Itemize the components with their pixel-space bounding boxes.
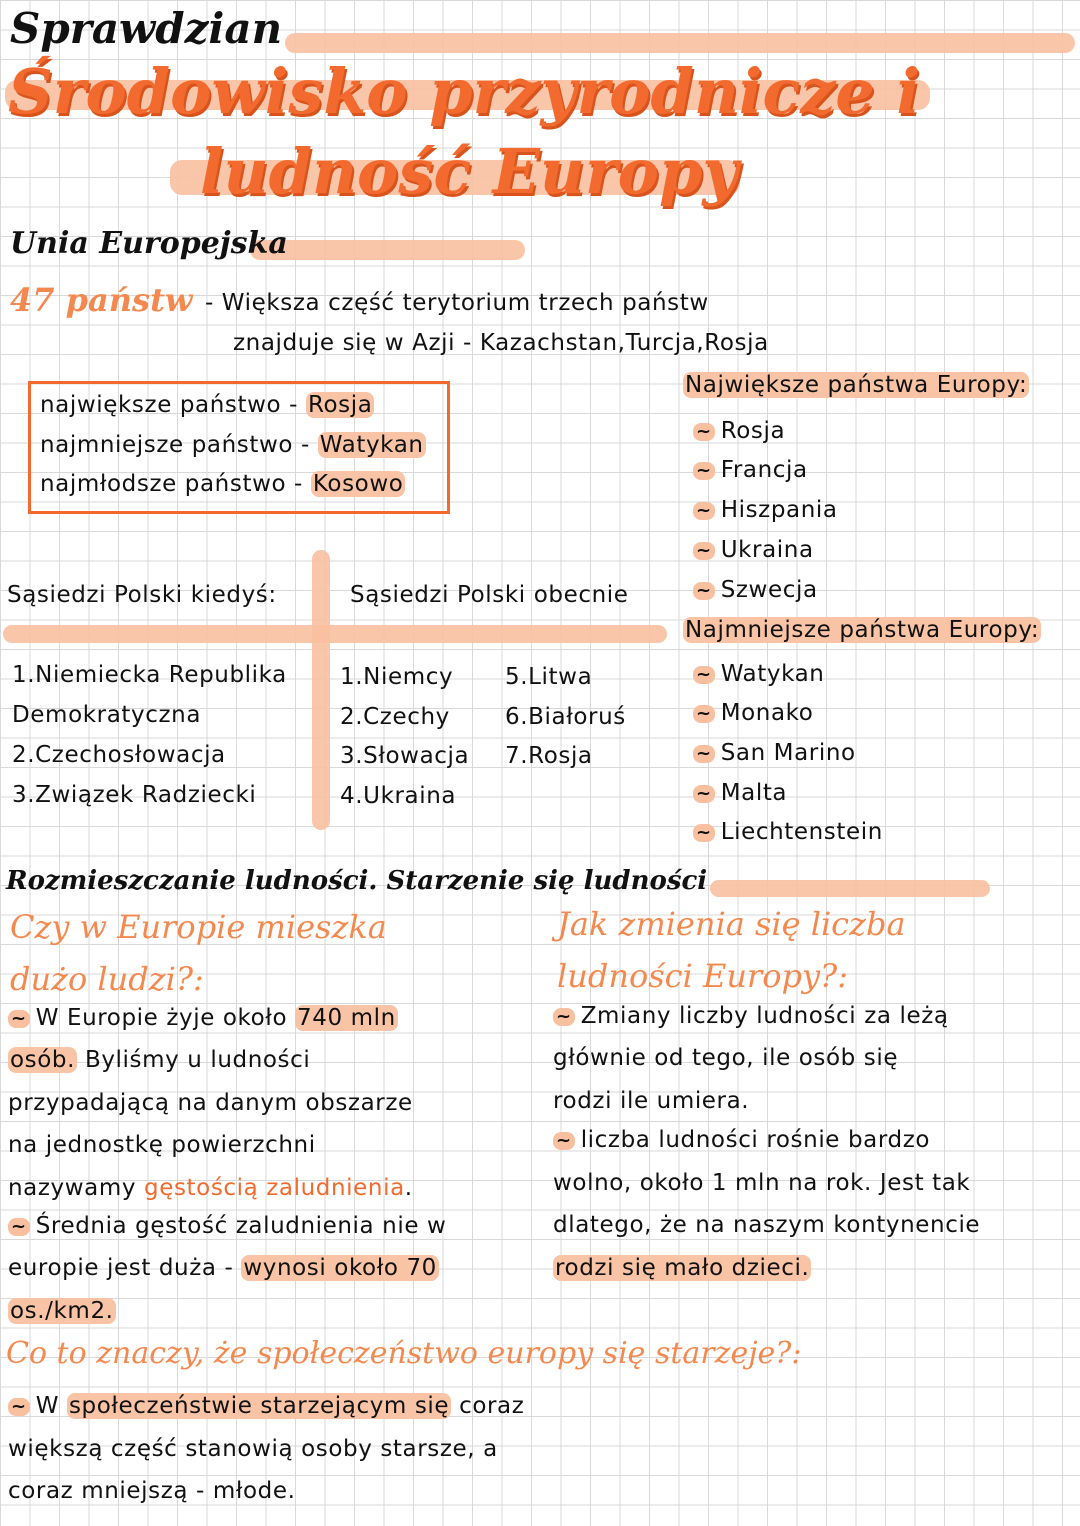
- text-line: osób. Byliśmy u ludności: [10, 1047, 311, 1073]
- text-line: ~ W społeczeństwie starzejącym się coraz: [8, 1393, 524, 1419]
- question-heading: dużo ludzi?:: [10, 960, 204, 998]
- list-item: ~ San Marino: [693, 740, 856, 766]
- largest-heading: Największe państwa Europy:: [685, 372, 1028, 398]
- list-item: 4.Ukraina: [340, 783, 457, 809]
- list-item: 6.Białoruś: [505, 704, 626, 730]
- section-heading-population: Rozmieszczanie ludności. Starzenie się ludności: [6, 866, 708, 896]
- text-line: rodzi się mało dzieci.: [555, 1255, 810, 1281]
- highlight-bar: [3, 625, 667, 643]
- text-line: na jednostkę powierzchni: [8, 1132, 316, 1158]
- text-line: głównie od tego, ile osób się: [553, 1045, 899, 1071]
- question-heading: Co to znaczy, że społeczeństwo europy się starzeje?:: [6, 1336, 802, 1371]
- text-line: rodzi ile umiera.: [553, 1088, 750, 1114]
- fact-row: najmniejsze państwo - Watykan: [40, 432, 424, 458]
- highlight-bar: [250, 240, 525, 260]
- text-line: ~ W Europie żyje około 740 mln: [8, 1005, 398, 1031]
- text-line: wolno, około 1 mln na rok. Jest tak: [553, 1170, 971, 1196]
- highlight-bar: [710, 880, 990, 897]
- list-item: ~ Liechtenstein: [693, 819, 883, 845]
- list-item: ~ Ukraina: [693, 537, 814, 563]
- list-item: ~ Malta: [693, 780, 787, 806]
- list-item: 3.Słowacja: [340, 743, 470, 769]
- text-line: nazywamy gęstością zaludnienia.: [8, 1175, 413, 1201]
- text-line: europie jest duża - wynosi około 70: [8, 1255, 437, 1281]
- list-item: ~ Hiszpania: [693, 497, 838, 523]
- list-item: 2.Czechy: [340, 704, 450, 730]
- fact-row: najmłodsze państwo - Kosowo: [40, 471, 404, 497]
- list-item: ~ Watykan: [693, 661, 824, 687]
- eu-note: znajduje się w Azji - Kazachstan,Turcja,Rosja: [233, 330, 769, 356]
- question-heading: Jak zmienia się liczba: [557, 905, 906, 943]
- list-item: 1.Niemiecka Republika: [12, 662, 287, 688]
- question-heading: ludności Europy?:: [557, 957, 848, 995]
- eu-count: 47 państw: [10, 281, 193, 319]
- text-line: ~ liczba ludności rośnie bardzo: [553, 1127, 930, 1153]
- list-item: 1.Niemcy: [340, 664, 454, 690]
- list-item: 2.Czechosłowacja: [12, 742, 226, 768]
- eu-note: - Większa część terytorium trzech państw: [205, 290, 709, 316]
- neighbors-past-heading: Sąsiedzi Polski kiedyś:: [7, 582, 277, 608]
- question-heading: Czy w Europie mieszka: [10, 908, 387, 946]
- text-line: ~ Zmiany liczby ludności za leżą: [553, 1003, 949, 1029]
- highlight-bar: [312, 550, 330, 830]
- text-line: przypadającą na danym obszarze: [8, 1090, 413, 1116]
- list-item: 5.Litwa: [505, 664, 593, 690]
- neighbors-present-heading: Sąsiedzi Polski obecnie: [350, 582, 629, 608]
- label-sprawdzian: Sprawdzian: [10, 4, 283, 53]
- section-heading-eu: Unia Europejska: [10, 226, 288, 261]
- page-title-line2: ludność Europy: [200, 135, 739, 208]
- list-item: ~ Szwecja: [693, 577, 818, 603]
- list-item: ~ Monako: [693, 700, 813, 726]
- text-line: ~ Średnia gęstość zaludnienia nie w: [8, 1213, 446, 1239]
- list-item: ~ Francja: [693, 457, 808, 483]
- page-title-line1: Środowisko przyrodnicze i: [8, 55, 921, 128]
- text-line: dlatego, że na naszym kontynencie: [553, 1212, 981, 1238]
- list-item: ~ Rosja: [693, 418, 785, 444]
- smallest-heading: Najmniejsze państwa Europy:: [685, 617, 1040, 643]
- text-line: coraz mniejszą - młode.: [8, 1478, 296, 1504]
- text-line: większą część stanowią osoby starsze, a: [8, 1436, 498, 1462]
- text-line: os./km2.: [10, 1298, 114, 1324]
- fact-row: największe państwo - Rosja: [40, 392, 373, 418]
- list-item: Demokratyczna: [12, 702, 202, 728]
- list-item: 3.Związek Radziecki: [12, 782, 257, 808]
- list-item: 7.Rosja: [505, 743, 593, 769]
- highlight-bar: [285, 33, 1075, 53]
